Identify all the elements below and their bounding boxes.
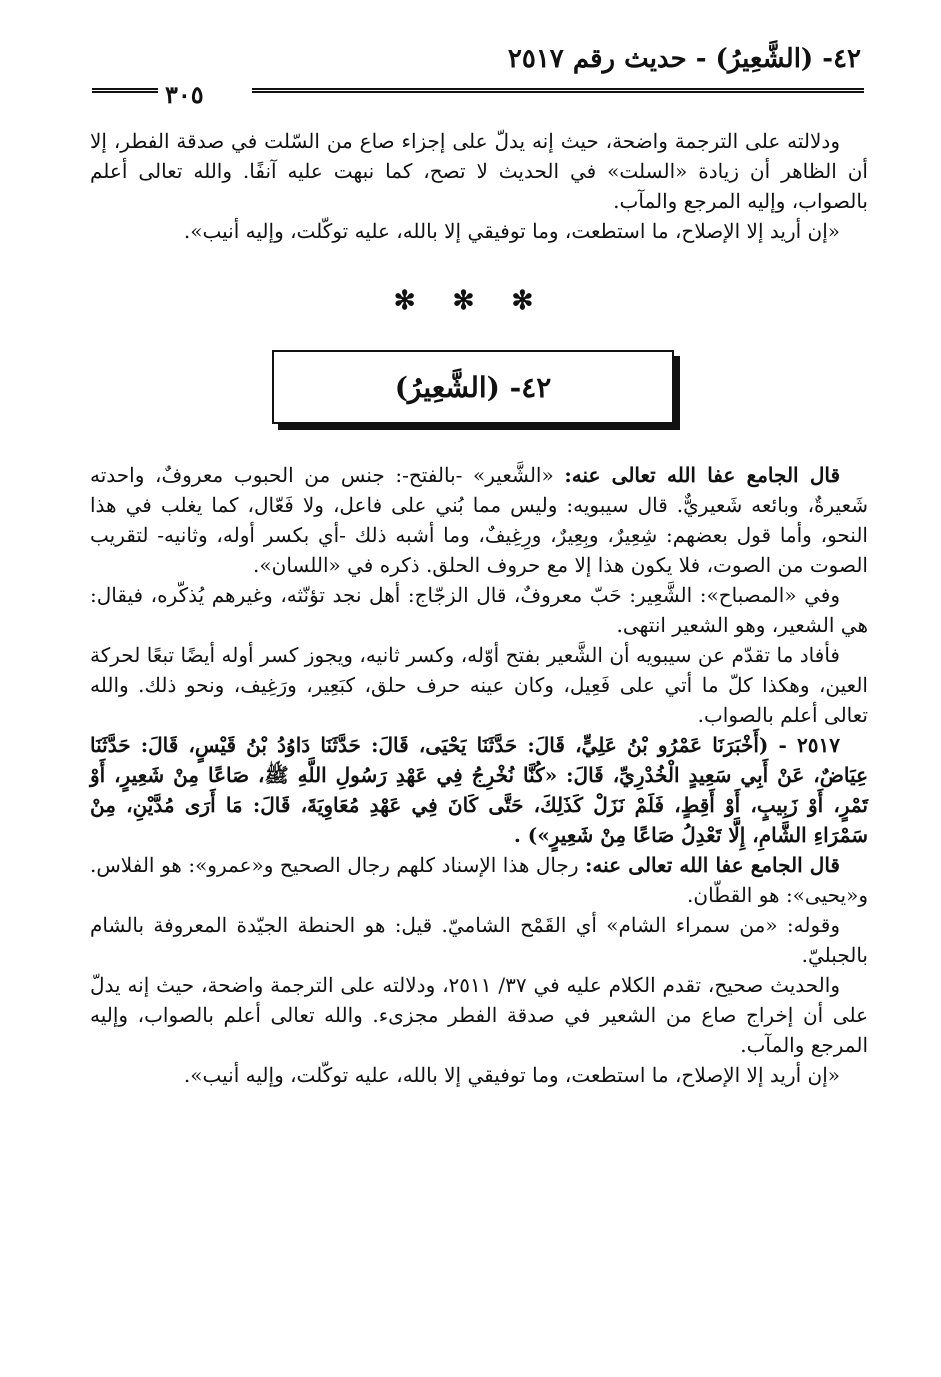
paragraph: والحديث صحيح، تقدم الكلام عليه في ٣٧/ ٢٥١١، ودلالته على الترجمة واضحة، حيث إنه يدلّ على أن إخراج صاع من الشعير في صدقة الفطر مجزىء. والله تعالى أعلم بالصواب، وإليه المرجع والمآب. — [90, 973, 868, 1057]
chapter-title-box — [272, 350, 674, 424]
paragraph-text: «الشَّعير» -بالفتح-: جنس من الحبوب معروفٌ، واحدته شَعيرةٌ، وبائعه شَعيريٌّ. قال سيبويه: وليس مما بُني على فاعل، ولا فَعّال، كما يغلب في هذا النحو، وأما قول بعضهم: شِعِيرٌ، وبِعِيرٌ، ورِغِيفٌ، وما أشبه ذلك -أي بكسر أوله، وثانيه- لتقريب الصوت من الصوت، فلا يكون هذا إلا مع حروف الحلق. ذكره في «اللسان». — [90, 463, 868, 577]
section-separator: ✻ ✻ ✻ — [393, 286, 548, 316]
header-rule-left — [92, 88, 158, 93]
paragraph: وفي «المصباح»: الشَّعِير: حَبّ معروفٌ، قال الزجّاج: أهل نجد تؤنّثه، وغيرهم يُذكّره، فيقال: هي الشعير، وهو الشعير انتهى. — [90, 583, 868, 637]
paragraph: ودلالته على الترجمة واضحة، حيث إنه يدلّ على إجزاء صاع من السّلت في صدقة الفطر، إلا أن الظاهر أن زيادة «السلت» في الحديث لا تصح، كما نبهت عليه آنفًا. والله تعالى أعلم بالصواب، وإليه المرجع والمآب. — [90, 129, 868, 213]
chapter-title: ٤٢- (الشَّعِيرُ) — [394, 370, 552, 404]
paragraph: فأفاد ما تقدّم عن سيبويه أن الشَّعير بفتح أوّله، وكسر ثانيه، ويجوز كسر أوله أيضًا تبعًا لحركة العين، وهكذا كلّ ما أتي على فَعِيل، وكان عينه حرف حلق، كبَعِير، ورَغِيف، ونحو ذلك. والله تعالى أعلم بالصواب. — [90, 643, 868, 727]
header-rule-right — [252, 88, 864, 93]
author-lead: قال الجامع عفا الله تعالى عنه: — [564, 463, 841, 487]
top-section — [90, 126, 868, 246]
closing-quote: «إن أريد إلا الإصلاح، ما استطعت، وما توفيقي إلا بالله، عليه توكّلت، وإليه أنيب». — [183, 1063, 840, 1087]
paragraph: وقوله: «من سمراء الشام» أي القَمْح الشاميّ. قيل: هو الحنطة الجيّدة المعروفة بالشام بالجبليّ. — [90, 913, 868, 967]
author-lead: قال الجامع عفا الله تعالى عنه: — [585, 853, 840, 877]
running-title: ٤٢- (الشَّعِيرُ) - حديث رقم ٢٥١٧ — [507, 44, 861, 74]
closing-quote: «إن أريد إلا الإصلاح، ما استطعت، وما توفيقي إلا بالله، عليه توكّلت، وإليه أنيب». — [183, 219, 840, 243]
paragraph — [90, 850, 868, 910]
paragraph-text: رجال هذا الإسناد كلهم رجال الصحيح و«عمرو»: هو الفلاس. و«يحيى»: هو القطّان. — [90, 853, 868, 907]
main-section — [90, 460, 868, 1090]
hadith-text: ٢٥١٧ - (أَخْبَرَنَا عَمْرُو بْنُ عَلِيٍّ، قَالَ: حَدَّثَنَا يَحْيَى، قَالَ: حَدَّثَنَا دَاوُدُ بْنُ قَيْسٍ، قَالَ: حَدَّثَنَا عِيَاضٌ، عَنْ أَبِي سَعِيدٍ الْخُدْرِيِّ، قَالَ: «كُنَّا نُخْرِجُ فِي عَهْدِ رَسُولِ اللَّهِ ﷺ، صَاعًا مِنْ شَعِيرٍ، أَوْ تَمْرٍ، أَوْ زَبِيبٍ، أَوْ أَقِطٍ، فَلَمْ نَزَلْ كَذَلِكَ، حَتَّى كَانَ فِي عَهْدِ مُعَاوِيَةَ، قَالَ: مَا أَرَى مُدَّيْنِ، مِنْ سَمْرَاءِ الشَّامِ، إِلَّا تَعْدِلُ صَاعًا مِنْ شَعِيرٍ») . — [90, 733, 868, 847]
page-number: ٣٠٥ — [165, 80, 204, 109]
paragraph — [90, 460, 868, 580]
